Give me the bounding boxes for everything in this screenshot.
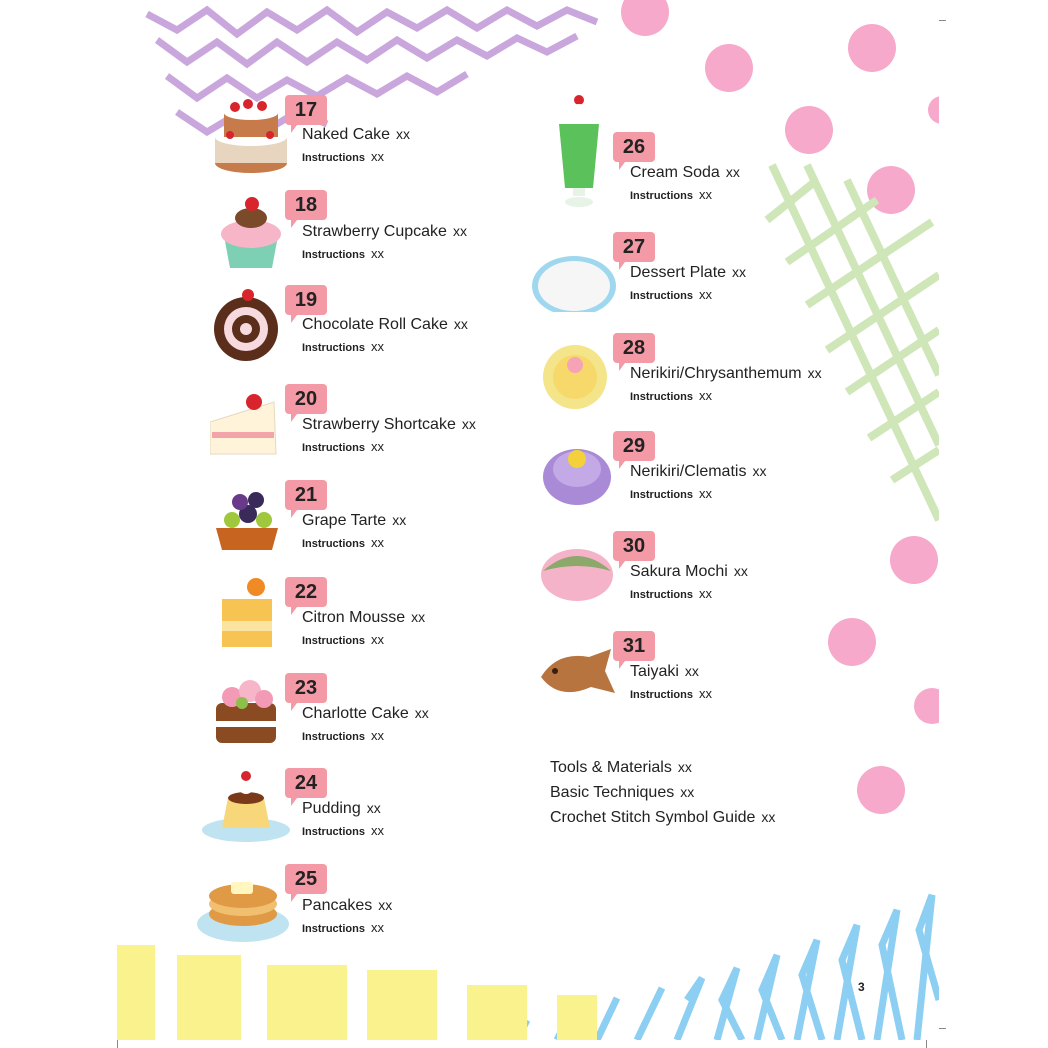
recipe-number-badge: 19 [285,285,327,315]
instructions-line: Instructions xx [302,632,384,647]
recipe-title: Strawberry Shortcake xx [302,416,476,433]
recipe-number-badge: 18 [285,190,327,220]
instructions-line: Instructions xx [302,339,384,354]
toc-entry[interactable] [210,384,540,464]
instructions-line: Instructions xx [302,246,384,261]
page-reference: xx [366,800,381,816]
instructions-line: Instructions xx [630,586,712,601]
page-reference: xx [396,126,411,142]
instructions-line: Instructions xx [302,823,384,838]
page-reference: xx [370,439,384,454]
sakura-mochi-icon [537,531,619,611]
page-reference: xx [370,823,384,838]
instructions-line: Instructions xx [302,535,384,550]
recipe-number-badge: 27 [613,232,655,262]
toc-entry[interactable] [195,864,525,944]
page-reference: xx [761,809,776,825]
recipe-title: Pudding xx [302,800,381,817]
recipe-title: Strawberry Cupcake xx [302,223,467,240]
recipe-number-badge: 26 [613,132,655,162]
charlotte-cake-icon [210,673,292,753]
recipe-title: Cream Soda xx [630,164,740,181]
toc-extra-item[interactable]: Basic Techniques xx [550,784,695,801]
recipe-title: Sakura Mochi xx [630,563,748,580]
page-reference: xx [698,187,712,202]
taiyaki-icon [537,631,619,711]
page-reference: xx [684,663,699,679]
page-reference: xx [452,223,467,239]
recipe-title: Taiyaki xx [630,663,699,680]
toc-entry[interactable] [537,92,867,212]
page-reference: xx [370,149,384,164]
page-reference: xx [698,586,712,601]
recipe-number-badge: 23 [285,673,327,703]
recipe-number-badge: 22 [285,577,327,607]
recipe-number-badge: 31 [613,631,655,661]
page-reference: xx [698,388,712,403]
page-number: 3 [858,980,865,994]
page-reference: xx [411,609,426,625]
recipe-number-badge: 20 [285,384,327,414]
recipe-title: Charlotte Cake xx [302,705,429,722]
toc-entry[interactable] [210,95,540,175]
page-reference: xx [370,246,384,261]
recipe-number-badge: 30 [613,531,655,561]
toc-entry[interactable] [530,232,860,312]
page-reference: xx [698,686,712,701]
recipe-title: Nerikiri/Clematis xx [630,463,767,480]
toc-extra-item[interactable]: Tools & Materials xx [550,759,692,776]
page-reference: xx [414,705,429,721]
page-reference: xx [698,287,712,302]
toc-entry[interactable] [210,577,540,657]
toc-entry[interactable] [210,480,540,560]
recipe-number-badge: 24 [285,768,327,798]
recipe-title: Grape Tarte xx [302,512,407,529]
recipe-number-badge: 21 [285,480,327,510]
shortcake-icon [210,384,292,464]
page-reference: xx [698,486,712,501]
toc-entry[interactable] [200,768,530,848]
instructions-line: Instructions xx [630,486,712,501]
pudding-icon [200,768,292,848]
page-reference: xx [732,264,747,280]
instructions-line: Instructions xx [302,728,384,743]
grape-tarte-icon [210,480,292,560]
instructions-line: Instructions xx [630,388,712,403]
page-reference: xx [677,759,692,775]
instructions-line: Instructions xx [630,287,712,302]
recipe-number-badge: 29 [613,431,655,461]
yellow-scribble-decoration [117,945,597,1040]
page-reference: xx [392,512,407,528]
recipe-title: Nerikiri/Chrysanthemum xx [630,365,822,382]
recipe-title: Dessert Plate xx [630,264,747,281]
page-reference: xx [752,463,767,479]
page-reference: xx [807,365,822,381]
page-reference: xx [370,728,384,743]
toc-entry[interactable] [537,431,867,511]
recipe-number-badge: 28 [613,333,655,363]
recipe-number-badge: 17 [285,95,327,125]
naked-cake-icon [210,95,292,175]
chrysanthemum-icon [537,333,619,413]
toc-entry[interactable] [210,673,540,753]
roll-cake-icon [210,285,292,365]
dessert-plate-icon [530,232,619,312]
toc-entry[interactable] [537,531,867,611]
toc-entry[interactable] [537,631,867,711]
recipe-number-badge: 25 [285,864,327,894]
contents-page [117,0,939,1040]
page-reference: xx [370,339,384,354]
page-reference: xx [378,897,393,913]
recipe-title: Citron Mousse xx [302,609,426,626]
page-reference: xx [370,535,384,550]
instructions-line: Instructions xx [630,686,712,701]
clematis-icon [537,431,619,511]
page-reference: xx [370,920,384,935]
recipe-title: Chocolate Roll Cake xx [302,316,468,333]
pancakes-icon [195,864,292,946]
page-reference: xx [370,632,384,647]
page-reference: xx [733,563,748,579]
instructions-line: Instructions xx [302,439,384,454]
recipe-title: Naked Cake xx [302,126,411,143]
citron-mousse-icon [210,577,292,657]
recipe-title: Pancakes xx [302,897,393,914]
page-reference: xx [680,784,695,800]
toc-entry[interactable] [537,333,867,413]
instructions-line: Instructions xx [630,187,712,202]
cupcake-icon [210,190,292,270]
page-reference: xx [453,316,468,332]
instructions-line: Instructions xx [302,149,384,164]
toc-entry[interactable] [210,285,540,365]
instructions-line: Instructions xx [302,920,384,935]
page-reference: xx [725,164,740,180]
page-reference: xx [461,416,476,432]
toc-extra-item[interactable]: Crochet Stitch Symbol Guide xx [550,809,776,826]
cream-soda-icon [537,92,619,212]
toc-entry[interactable] [210,190,540,270]
